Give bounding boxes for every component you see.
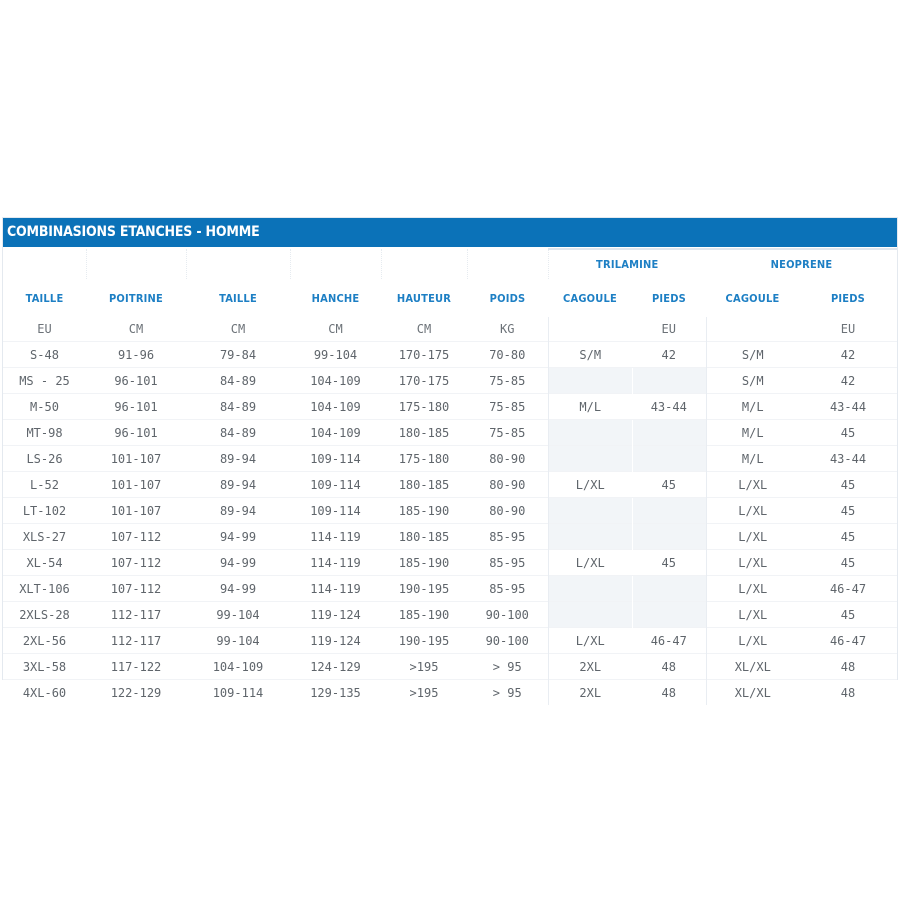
blank-group-cell [290, 249, 381, 279]
table-row [3, 342, 897, 368]
cell-poids: 85-95 [467, 550, 548, 576]
cell-hanche: 104-109 [290, 394, 381, 420]
cell-taille-eu: XLS-27 [3, 524, 86, 550]
col-header-hauteur: HAUTEUR [396, 291, 452, 305]
cell-poids: > 95 [467, 654, 548, 680]
cell-hauteur: 185-190 [381, 602, 467, 628]
cell-poitrine: 96-101 [86, 368, 186, 394]
cell-neoprene-cagoule: L/XL [706, 524, 799, 550]
table-row [3, 680, 897, 706]
cell-taille-eu: MT-98 [3, 420, 86, 446]
cell-hanche: 119-124 [290, 602, 381, 628]
unit-cell: CM [328, 322, 343, 336]
cell-poitrine: 107-112 [86, 524, 186, 550]
cell-neoprene-cagoule: M/L [706, 394, 799, 420]
column-header-row [3, 279, 897, 317]
cell-hanche: 99-104 [290, 342, 381, 368]
unit-cell: CM [230, 322, 246, 336]
cell-poids: > 95 [467, 680, 548, 706]
cell-taille-eu: L-52 [3, 472, 86, 498]
size-chart [2, 217, 898, 700]
cell-neoprene-pieds: 45 [799, 550, 897, 576]
col-header-hanche: HANCHE [311, 291, 360, 305]
cell-neoprene-cagoule: L/XL [706, 628, 799, 654]
cell-hanche: 114-119 [290, 576, 381, 602]
cell-poids: 90-100 [467, 602, 548, 628]
cell-trilamine-pieds [632, 602, 706, 628]
cell-taille-eu: LT-102 [3, 498, 86, 524]
cell-trilamine-cagoule [548, 576, 632, 602]
col-header-poitrine: POITRINE [108, 291, 164, 305]
cell-poids: 80-90 [467, 472, 548, 498]
col-header-taille-eu: TAILLE [25, 291, 64, 305]
unit-cell: CM [416, 322, 432, 336]
cell-hanche: 109-114 [290, 472, 381, 498]
cell-trilamine-cagoule [548, 498, 632, 524]
cell-hauteur: 180-185 [381, 420, 467, 446]
cell-taille: 89-94 [186, 498, 290, 524]
table-row [3, 446, 897, 472]
cell-neoprene-cagoule: L/XL [706, 550, 799, 576]
cell-trilamine-pieds: 45 [632, 472, 706, 498]
cell-hanche: 114-119 [290, 550, 381, 576]
cell-taille-eu: XLT-106 [3, 576, 86, 602]
cell-poids: 80-90 [467, 498, 548, 524]
cell-hauteur: 170-175 [381, 342, 467, 368]
cell-taille: 84-89 [186, 394, 290, 420]
blank-group-cell [186, 249, 290, 279]
col-header-neoprene-pieds: PIEDS [830, 291, 866, 305]
cell-neoprene-cagoule: L/XL [706, 576, 799, 602]
cell-hauteur: >195 [381, 654, 467, 680]
table-row [3, 602, 897, 628]
table-row [3, 368, 897, 394]
cell-trilamine-pieds [632, 420, 706, 446]
cell-poitrine: 91-96 [86, 342, 186, 368]
col-header-trilamine-cagoule: CAGOULE [563, 291, 617, 305]
cell-poitrine: 107-112 [86, 550, 186, 576]
cell-hauteur: 180-185 [381, 524, 467, 550]
cell-taille: 99-104 [186, 602, 290, 628]
cell-poitrine: 107-112 [86, 576, 186, 602]
unit-cell: EU [840, 322, 856, 336]
table-title: COMBINASIONS ETANCHES - HOMME [7, 224, 260, 240]
col-header-trilamine-pieds: PIEDS [651, 291, 687, 305]
cell-taille: 109-114 [186, 680, 290, 706]
cell-trilamine-cagoule [548, 446, 632, 472]
cell-taille-eu: MS - 25 [3, 368, 86, 394]
table-row [3, 394, 897, 420]
table-row [3, 472, 897, 498]
cell-taille-eu: S-48 [3, 342, 86, 368]
cell-taille: 89-94 [186, 446, 290, 472]
cell-poids: 70-80 [467, 342, 548, 368]
unit-cell: KG [467, 317, 548, 342]
table-row [3, 654, 897, 680]
cell-poids: 75-85 [467, 394, 548, 420]
cell-neoprene-pieds: 45 [799, 420, 897, 446]
cell-neoprene-cagoule: XL/XL [706, 654, 799, 680]
cell-neoprene-cagoule: XL/XL [706, 680, 799, 706]
cell-hanche: 114-119 [290, 524, 381, 550]
blank-group-cell [86, 249, 186, 279]
cell-neoprene-pieds: 45 [799, 602, 897, 628]
cell-hanche: 109-114 [290, 446, 381, 472]
group-neoprene: NEOPRENE [706, 249, 897, 279]
cell-trilamine-pieds: 48 [632, 654, 706, 680]
table-row [3, 576, 897, 602]
unit-cell: EU [632, 317, 706, 342]
cell-neoprene-cagoule: L/XL [706, 602, 799, 628]
cell-taille: 79-84 [186, 342, 290, 368]
cell-poitrine: 122-129 [86, 680, 186, 706]
cell-taille: 89-94 [186, 472, 290, 498]
cell-taille: 84-89 [186, 420, 290, 446]
cell-hanche: 129-135 [290, 680, 381, 706]
col-header-poids: POIDS [489, 291, 526, 305]
cell-poids: 85-95 [467, 524, 548, 550]
unit-cell [706, 317, 799, 342]
table-row [3, 524, 897, 550]
group-header-row [3, 249, 897, 279]
cell-hauteur: >195 [381, 680, 467, 706]
cell-neoprene-cagoule: S/M [706, 342, 799, 368]
cell-neoprene-cagoule: M/L [706, 420, 799, 446]
cell-neoprene-cagoule: L/XL [706, 498, 799, 524]
title-bar [3, 218, 897, 247]
cell-trilamine-pieds: 45 [632, 550, 706, 576]
cell-poitrine: 96-101 [86, 420, 186, 446]
cell-taille: 99-104 [186, 628, 290, 654]
cell-poitrine: 101-107 [86, 446, 186, 472]
cell-poids: 75-85 [467, 368, 548, 394]
cell-trilamine-cagoule: 2XL [548, 680, 632, 706]
table-row [3, 498, 897, 524]
cell-hauteur: 190-195 [381, 628, 467, 654]
cell-trilamine-pieds: 42 [632, 342, 706, 368]
cell-neoprene-pieds: 46-47 [799, 576, 897, 602]
cell-poids: 85-95 [467, 576, 548, 602]
cell-trilamine-cagoule [548, 368, 632, 394]
cell-trilamine-cagoule: S/M [548, 342, 632, 368]
cell-neoprene-pieds: 42 [799, 368, 897, 394]
cell-taille-eu: LS-26 [3, 446, 86, 472]
cell-hauteur: 170-175 [381, 368, 467, 394]
cell-hanche: 124-129 [290, 654, 381, 680]
blank-group-cell [467, 249, 548, 279]
unit-cell: CM [128, 322, 144, 336]
cell-poitrine: 117-122 [86, 654, 186, 680]
cell-neoprene-pieds: 43-44 [799, 446, 897, 472]
cell-trilamine-pieds: 46-47 [632, 628, 706, 654]
cell-trilamine-pieds: 43-44 [632, 394, 706, 420]
cell-taille: 94-99 [186, 524, 290, 550]
cell-trilamine-cagoule: L/XL [548, 550, 632, 576]
cell-poids: 75-85 [467, 420, 548, 446]
blank-group-cell [3, 249, 86, 279]
cell-trilamine-cagoule [548, 420, 632, 446]
cell-trilamine-cagoule: L/XL [548, 472, 632, 498]
cell-trilamine-cagoule [548, 602, 632, 628]
cell-trilamine-cagoule [548, 524, 632, 550]
cell-poids: 80-90 [467, 446, 548, 472]
cell-neoprene-cagoule: L/XL [706, 472, 799, 498]
cell-taille-eu: M-50 [3, 394, 86, 420]
cell-taille-eu: 2XLS-28 [3, 602, 86, 628]
cell-neoprene-pieds: 42 [799, 342, 897, 368]
cell-taille: 84-89 [186, 368, 290, 394]
cell-taille: 94-99 [186, 576, 290, 602]
cell-taille: 94-99 [186, 550, 290, 576]
cell-hanche: 104-109 [290, 420, 381, 446]
cell-hanche: 104-109 [290, 368, 381, 394]
cell-trilamine-cagoule: M/L [548, 394, 632, 420]
unit-row [3, 317, 897, 342]
cell-hanche: 119-124 [290, 628, 381, 654]
cell-hauteur: 185-190 [381, 498, 467, 524]
cell-hauteur: 185-190 [381, 550, 467, 576]
cell-neoprene-pieds: 43-44 [799, 394, 897, 420]
cell-poitrine: 112-117 [86, 602, 186, 628]
cell-poitrine: 96-101 [86, 394, 186, 420]
cell-trilamine-pieds [632, 446, 706, 472]
cell-taille: 104-109 [186, 654, 290, 680]
cell-trilamine-cagoule: 2XL [548, 654, 632, 680]
cell-neoprene-pieds: 45 [799, 472, 897, 498]
cell-taille-eu: XL-54 [3, 550, 86, 576]
cell-hauteur: 175-180 [381, 446, 467, 472]
cell-trilamine-pieds [632, 498, 706, 524]
cell-trilamine-pieds: 48 [632, 680, 706, 706]
cell-poitrine: 112-117 [86, 628, 186, 654]
unit-cell: EU [37, 322, 52, 336]
table-row [3, 628, 897, 654]
cell-neoprene-pieds: 45 [799, 524, 897, 550]
unit-cell [548, 317, 632, 342]
cell-trilamine-cagoule: L/XL [548, 628, 632, 654]
col-header-taille: TAILLE [219, 291, 257, 305]
cell-hauteur: 190-195 [381, 576, 467, 602]
cell-hauteur: 175-180 [381, 394, 467, 420]
group-trilamine: TRILAMINE [548, 249, 706, 279]
blank-group-cell [381, 249, 467, 279]
cell-hanche: 109-114 [290, 498, 381, 524]
cell-trilamine-pieds [632, 368, 706, 394]
cell-neoprene-pieds: 45 [799, 498, 897, 524]
cell-neoprene-cagoule: S/M [706, 368, 799, 394]
table-row [3, 550, 897, 576]
cell-neoprene-pieds: 48 [799, 680, 897, 706]
cell-trilamine-pieds [632, 524, 706, 550]
cell-taille-eu: 3XL-58 [3, 654, 86, 680]
cell-taille-eu: 2XL-56 [3, 628, 86, 654]
cell-poitrine: 101-107 [86, 472, 186, 498]
cell-poids: 90-100 [467, 628, 548, 654]
col-header-neoprene-cagoule: CAGOULE [725, 291, 780, 305]
table-row [3, 420, 897, 446]
cell-taille-eu: 4XL-60 [3, 680, 86, 706]
cell-neoprene-cagoule: M/L [706, 446, 799, 472]
size-table [3, 248, 897, 705]
cell-neoprene-pieds: 48 [799, 654, 897, 680]
cell-trilamine-pieds [632, 576, 706, 602]
cell-hauteur: 180-185 [381, 472, 467, 498]
cell-poitrine: 101-107 [86, 498, 186, 524]
cell-neoprene-pieds: 46-47 [799, 628, 897, 654]
